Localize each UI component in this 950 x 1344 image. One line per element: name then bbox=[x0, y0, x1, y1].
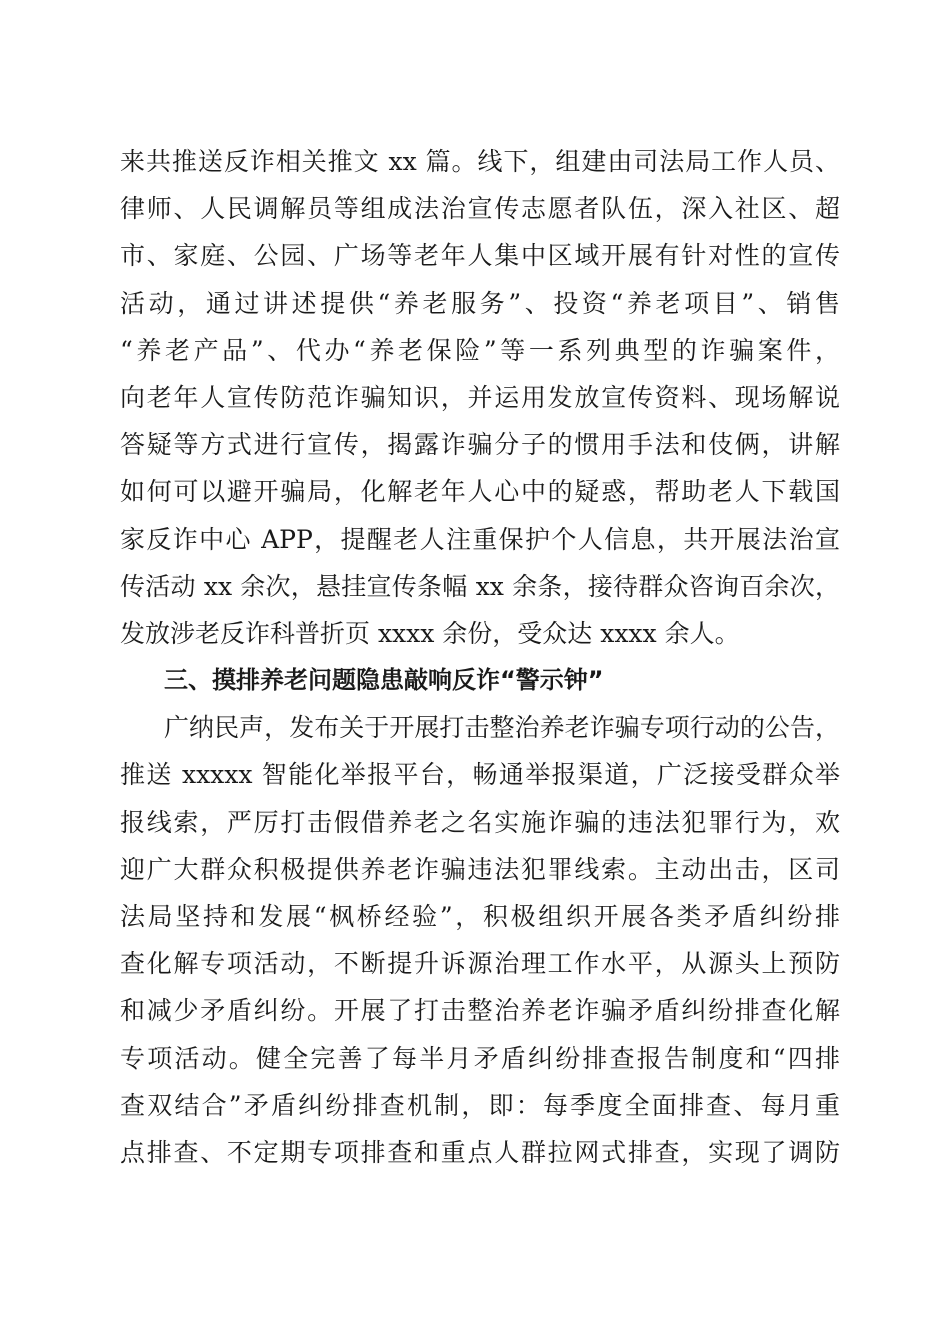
text-line: 迎广大群众积极提供养老诈骗违法犯罪线索。主动出击，区司 bbox=[120, 854, 840, 884]
text-line: 家反诈中心 APP，提醒老人注重保护个人信息，共开展法治宣 bbox=[120, 524, 840, 554]
text-line: 查化解专项活动，不断提升诉源治理工作水平，从源头上预防 bbox=[120, 949, 840, 979]
text-line: 发放涉老反诈科普折页 xxxx 余份，受众达 xxxx 余人。 bbox=[120, 618, 740, 648]
text-line: 向老年人宣传防范诈骗知识，并运用发放宣传资料、现场解说 bbox=[120, 382, 840, 412]
text-line: 点排查、不定期专项排查和重点人群拉网式排查，实现了调防 bbox=[120, 1137, 840, 1167]
text-line: 市、家庭、公园、广场等老年人集中区域开展有针对性的宣传 bbox=[120, 241, 840, 271]
text-line: 传活动 xx 余次，悬挂宣传条幅 xx 余条，接待群众咨询百余次， bbox=[120, 571, 840, 601]
text-line: 查双结合”矛盾纠纷排查机制，即：每季度全面排查、每月重 bbox=[120, 1090, 840, 1120]
text-line: 和减少矛盾纠纷。开展了打击整治养老诈骗矛盾纠纷排查化解 bbox=[120, 996, 840, 1026]
text-line: 法局坚持和发展“枫桥经验”，积极组织开展各类矛盾纠纷排 bbox=[120, 902, 840, 931]
text-line: 推送 xxxxx 智能化举报平台，畅通举报渠道，广泛接受群众举 bbox=[120, 760, 840, 790]
text-line: “养老产品”、代办“养老保险”等一系列典型的诈骗案件， bbox=[120, 335, 840, 365]
paragraph-2 bbox=[120, 704, 840, 1176]
text-line: 答疑等方式进行宣传，揭露诈骗分子的惯用手法和伎俩，讲解 bbox=[120, 430, 840, 460]
text-line: 专项活动。健全完善了每半月矛盾纠纷排查报告制度和“四排 bbox=[120, 1043, 840, 1073]
text-line: 律师、人民调解员等组成法治宣传志愿者队伍，深入社区、超 bbox=[120, 194, 840, 224]
text-line: 活动，通过讲述提供“养老服务”、投资“养老项目”、销售 bbox=[120, 288, 840, 318]
text-line: 报线索，严厉打击假借养老之名实施诈骗的违法犯罪行为，欢 bbox=[120, 807, 840, 837]
text-line: 如何可以避开骗局，化解老年人心中的疑惑，帮助老人下载国 bbox=[120, 477, 840, 507]
text-line: 广纳民声，发布关于开展打击整治养老诈骗专项行动的公告， bbox=[164, 713, 840, 743]
text-line: 来共推送反诈相关推文 xx 篇。线下，组建由司法局工作人员、 bbox=[120, 147, 840, 176]
paragraph-1 bbox=[120, 138, 840, 657]
document-body bbox=[120, 138, 840, 1176]
section-heading: 三、摸排养老问题隐患敲响反诈“警示钟” bbox=[164, 666, 604, 695]
